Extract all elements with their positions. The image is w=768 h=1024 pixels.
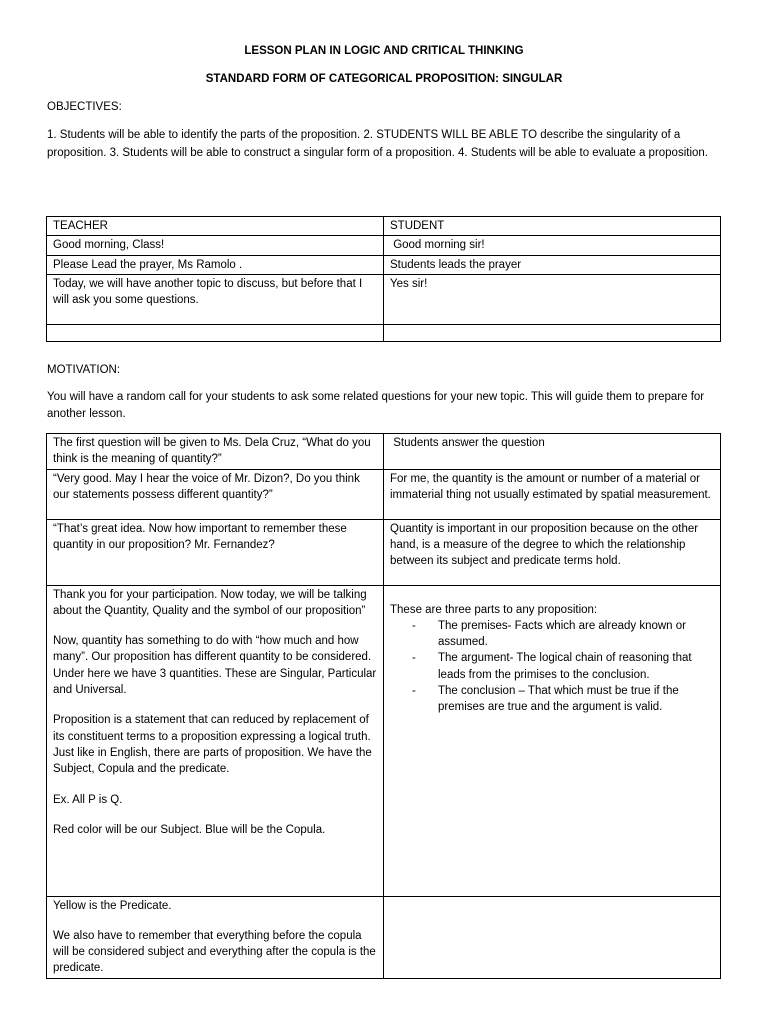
teacher-paragraph: Ex. All P is Q. <box>53 793 123 806</box>
list-item: - The premises- Facts which are already known or assumed. <box>438 618 714 651</box>
table-row <box>47 469 721 519</box>
list-item: - The argument- The logical chain of reasoning that leads from the primises to the conclusion. <box>438 650 714 683</box>
student-cell: Quantity is important in our proposition because on the other hand, is a measure of the degree to which the relationship between its subject and predicate terms hold. <box>384 519 721 585</box>
teacher-paragraph: Thank you for your participation. Now today, we will be talking about the Quantity, Quality and the symbol of our proposition” <box>53 588 367 617</box>
teacher-paragraph: Now, quantity has something to do with “how much and how many”. Our proposition has different quantity to be considered. Under here we have 3 quantities. These are Singular, Particular and Universal. <box>53 635 377 697</box>
teacher-cell <box>47 896 384 978</box>
teacher-cell <box>47 585 384 896</box>
teacher-paragraph: We also have to remember that everything before the copula will be considered subject and everything after the copula is the predicate. <box>53 929 376 975</box>
student-cell <box>384 896 721 978</box>
student-cell: Yes sir! <box>384 274 721 324</box>
teacher-cell: Today, we will have another topic to discuss, but before that I will ask you some questions. <box>47 274 384 324</box>
objectives-text: 1. Students will be able to identify the parts of the proposition. 2. STUDENTS WILL BE ABLE TO describe the singularity of a proposition. 3. Students will be able to construct a singular form of a proposition. 4. Students will be able to evaluate a proposition. <box>47 129 708 159</box>
intro-table <box>46 216 721 342</box>
teacher-cell <box>47 324 384 341</box>
motivation-heading: MOTIVATION: <box>47 364 121 376</box>
student-cell: Students leads the prayer <box>384 255 721 274</box>
motivation-text: You will have a random call for your students to ask some related questions for your new topic. This will guide them to prepare for another lesson. <box>47 391 705 420</box>
teacher-paragraph: Proposition is a statement that can reduced by replacement of its constituent terms to a proposition expressing a logical truth. Just like in English, there are parts of proposition. We have the Subject, Copula and the predicate. <box>53 714 372 776</box>
table-row <box>47 519 721 585</box>
student-cell <box>384 585 721 896</box>
student-cell: Students answer the question <box>384 434 721 470</box>
table-row <box>47 324 721 341</box>
teacher-cell: “Very good. May I hear the voice of Mr. Dizon?, Do you think our statements possess different quantity?” <box>47 469 384 519</box>
table-row <box>47 274 721 324</box>
teacher-cell: Good morning, Class! <box>47 236 384 255</box>
teacher-paragraph: Yellow is the Predicate. <box>53 899 172 912</box>
table-row <box>47 255 721 274</box>
student-header: STUDENT <box>384 217 721 236</box>
objectives-heading: OBJECTIVES: <box>47 101 122 113</box>
proposition-parts-list <box>390 618 714 716</box>
table-row <box>47 236 721 255</box>
document-subtitle: STANDARD FORM OF CATEGORICAL PROPOSITION: SINGULAR <box>205 73 563 85</box>
student-intro: These are three parts to any proposition: <box>390 603 598 616</box>
lesson-table <box>46 433 721 979</box>
student-cell: For me, the quantity is the amount or number of a material or immaterial thing not usually estimated by spatial measurement. <box>384 469 721 519</box>
teacher-cell: “That’s great idea. Now how important to remember these quantity in our proposition? Mr. Fernandez? <box>47 519 384 585</box>
table-row <box>47 896 721 978</box>
student-cell <box>384 324 721 341</box>
teacher-header: TEACHER <box>47 217 384 236</box>
list-item: - The conclusion – That which must be true if the premises are true and the argument is valid. <box>438 683 714 716</box>
document-title: LESSON PLAN IN LOGIC AND CRITICAL THINKING <box>244 45 524 57</box>
teacher-cell: Please Lead the prayer, Ms Ramolo . <box>47 255 384 274</box>
table-row <box>47 434 721 470</box>
table-row <box>47 217 721 236</box>
teacher-paragraph: Red color will be our Subject. Blue will be the Copula. <box>53 823 326 836</box>
table-row <box>47 585 721 896</box>
teacher-cell: The first question will be given to Ms. Dela Cruz, “What do you think is the meaning of quantity?” <box>47 434 384 470</box>
student-cell: Good morning sir! <box>384 236 721 255</box>
